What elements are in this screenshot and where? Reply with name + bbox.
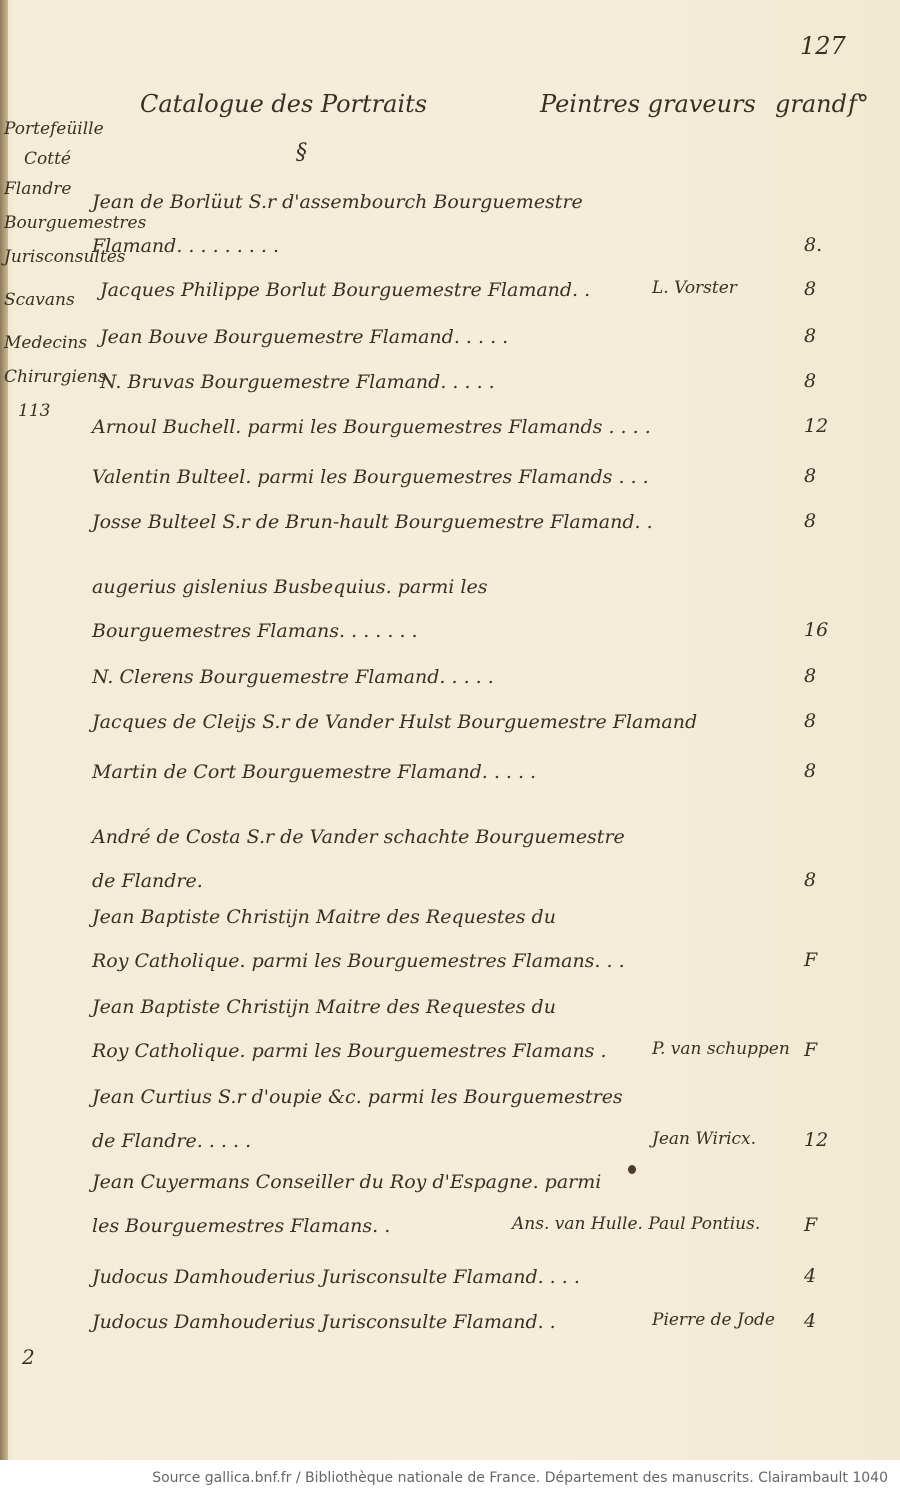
entry-line: Martin de Cort Bourguemestre Flamand. . . . . <box>92 761 537 783</box>
entry-line: Jean Baptiste Christijn Maitre des Requestes du <box>92 996 556 1018</box>
header-painters: Peintres graveurs <box>540 90 756 118</box>
catalogue-entry <box>92 895 832 983</box>
catalogue-entry <box>92 815 832 903</box>
margin-note: 113 <box>18 401 51 421</box>
catalogue-title: Catalogue des Portraits <box>140 90 428 118</box>
catalogue-entry <box>92 1075 832 1163</box>
engraver-name: L. Vorster <box>652 278 737 298</box>
entry-line: André de Costa S.r de Vander schachte Bourguemestre <box>92 826 625 848</box>
portrait-size: 8 <box>804 760 817 782</box>
portrait-size: 8 <box>804 325 817 347</box>
entry-line: Roy Catholique. parmi les Bourguemestres Flamans . <box>92 1040 607 1062</box>
catalogue-entry <box>92 1255 832 1299</box>
portrait-size: 4 <box>804 1310 817 1332</box>
portrait-size: 8. <box>804 234 823 256</box>
engraver-name: Ans. van Hulle. Paul Pontius. <box>512 1214 761 1234</box>
portrait-size: 12 <box>804 415 829 437</box>
margin-note: Bourguemestres <box>4 213 147 233</box>
ink-blot <box>628 1165 636 1174</box>
entry-line: Roy Catholique. parmi les Bourguemestres Flamans. . . <box>92 950 625 972</box>
section-mark: § <box>296 140 307 165</box>
catalogue-entry <box>92 655 832 699</box>
catalogue-entry <box>92 405 832 449</box>
portrait-size: 16 <box>804 619 829 641</box>
margin-note: Flandre <box>4 179 72 199</box>
portrait-size: 8 <box>804 278 817 300</box>
portrait-size: 8 <box>804 465 817 487</box>
portrait-size: 8 <box>804 370 817 392</box>
portrait-size: F <box>804 1214 818 1236</box>
entry-line: Arnoul Buchell. parmi les Bourguemestres Flamands . . . . <box>92 416 651 438</box>
margin-note: Portefeüille <box>4 119 104 139</box>
entry-line: N. Clerens Bourguemestre Flamand. . . . . <box>92 666 494 688</box>
source-caption: Source gallica.bnf.fr / Bibliothèque nationale de France. Département des manuscrits. Clairambault 1040 <box>0 1460 900 1496</box>
entry-line: augerius gislenius Busbequius. parmi les <box>92 576 488 598</box>
header-format: f° <box>848 90 869 118</box>
catalogue-entry <box>92 455 832 499</box>
catalogue-entry <box>92 360 832 404</box>
entry-line: Bourguemestres Flamans. . . . . . . <box>92 620 418 642</box>
portrait-size: F <box>804 1039 818 1061</box>
entry-line: Flamand. . . . . . . . . <box>92 235 280 257</box>
entry-line: Jean de Borlüut S.r d'assembourch Bourguemestre <box>92 191 583 213</box>
catalogue-entry <box>92 180 832 268</box>
margin-note: Jurisconsultes <box>4 247 126 267</box>
entry-line: Valentin Bulteel. parmi les Bourguemestres Flamands . . . <box>92 466 649 488</box>
catalogue-entry <box>92 268 832 312</box>
engraver-name: Jean Wiricx. <box>652 1129 757 1149</box>
portrait-size: F <box>804 949 818 971</box>
entry-line: Judocus Damhouderius Jurisconsulte Flamand. . . . <box>92 1266 580 1288</box>
catalogue-entry <box>92 315 832 359</box>
portrait-size: 8 <box>804 710 817 732</box>
catalogue-entry <box>92 750 832 794</box>
catalogue-entry <box>92 565 832 653</box>
entry-line: Jean Cuyermans Conseiller du Roy d'Espagne. parmi <box>92 1171 602 1193</box>
portrait-size: 4 <box>804 1265 817 1287</box>
header-grand: grand <box>775 90 847 118</box>
margin-note: Cotté <box>24 149 71 169</box>
margin-note: Medecins <box>4 333 88 353</box>
portrait-size: 8 <box>804 510 817 532</box>
entry-line: Jean Baptiste Christijn Maitre des Requestes du <box>92 906 556 928</box>
margin-note: Chirurgiens <box>4 367 107 387</box>
entry-line: de Flandre. . . . . <box>92 1130 252 1152</box>
catalogue-entry <box>92 985 832 1073</box>
entry-line: Jean Curtius S.r d'oupie &c. parmi les Bourguemestres <box>92 1086 623 1108</box>
portrait-size: 8 <box>804 869 817 891</box>
portrait-size: 8 <box>804 665 817 687</box>
entry-line: les Bourguemestres Flamans. . <box>92 1215 391 1237</box>
margin-note: Scavans <box>4 290 75 310</box>
catalogue-entry <box>92 500 832 544</box>
entry-line: Jacques Philippe Borlut Bourguemestre Flamand. . <box>100 279 591 301</box>
entry-line: Josse Bulteel S.r de Brun-hault Bourguemestre Flamand. . <box>92 511 653 533</box>
catalogue-entry <box>92 1300 832 1344</box>
entry-line: Jacques de Cleijs S.r de Vander Hulst Bourguemestre Flamand <box>92 711 698 733</box>
engraver-name: P. van schuppen <box>652 1039 790 1059</box>
portrait-size: 12 <box>804 1129 829 1151</box>
entry-line: Jean Bouve Bourguemestre Flamand. . . . . <box>100 326 509 348</box>
engraver-name: Pierre de Jode <box>652 1310 775 1330</box>
entry-line: Judocus Damhouderius Jurisconsulte Flamand. . <box>92 1311 556 1333</box>
catalogue-entry <box>92 700 832 744</box>
footer-number: 2 <box>22 1345 35 1369</box>
entry-line: de Flandre. <box>92 870 203 892</box>
page-number: 127 <box>800 32 846 60</box>
entry-line: N. Bruvas Bourguemestre Flamand. . . . . <box>100 371 495 393</box>
catalogue-entry <box>92 1160 832 1248</box>
